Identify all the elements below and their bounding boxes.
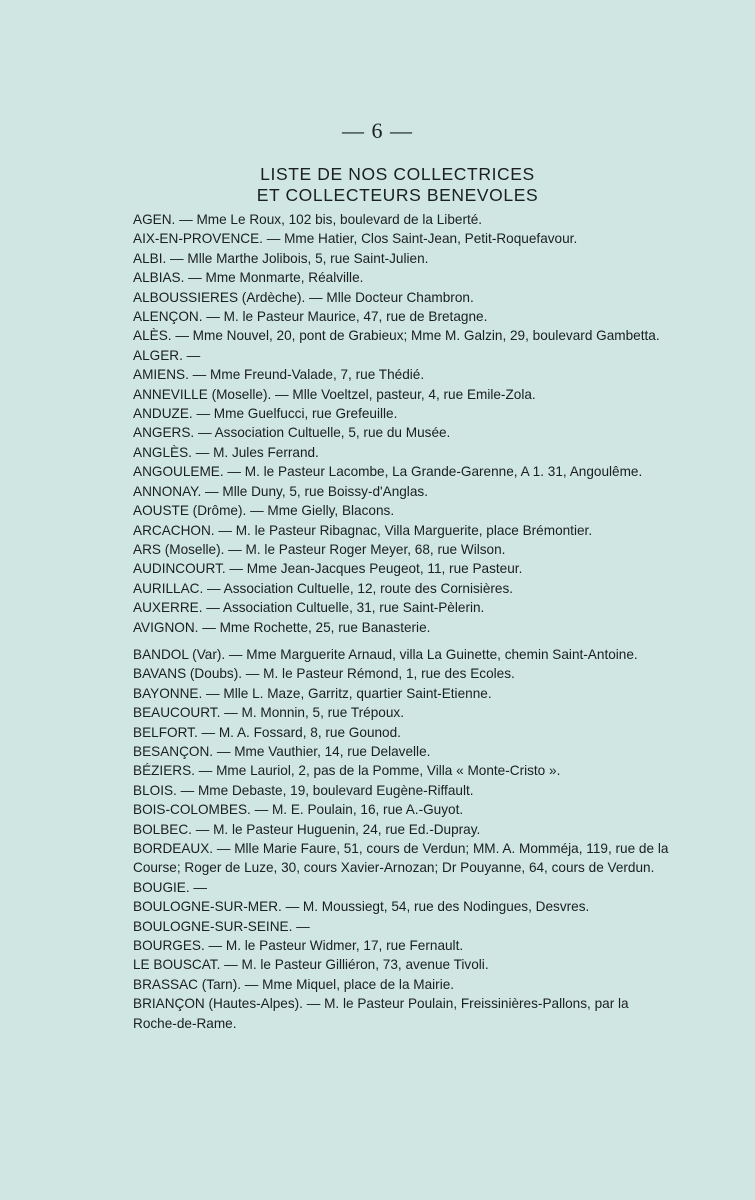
list-item: ALBI. — Mlle Marthe Jolibois, 5, rue Saint-Julien. [133,250,429,266]
list-item: BOURGES. — M. le Pasteur Widmer, 17, rue Fernault. [133,938,464,954]
list-item: ALÈS. — Mme Nouvel, 20, pont de Grabieux; Mme M. Galzin, 29, boulevard Gambetta. [133,328,660,344]
list-item: BEAUCOURT. — M. Monnin, 5, rue Trépoux. [133,705,404,721]
list-item: ANGERS. — Association Cultuelle, 5, rue du Musée. [133,425,451,441]
list-item: BAVANS (Doubs). — M. le Pasteur Rémond, 1, rue des Ecoles. [133,666,515,682]
list-item: ARS (Moselle). — M. le Pasteur Roger Meyer, 68, rue Wilson. [133,541,506,557]
list-item: BOLBEC. — M. le Pasteur Huguenin, 24, rue Ed.-Dupray. [133,821,481,837]
list-item: LE BOUSCAT. — M. le Pasteur Gilliéron, 73, avenue Tivoli. [133,957,489,973]
title-line-1: LISTE DE NOS COLLECTRICES [260,164,535,184]
list-item: BORDEAUX. — Mlle Marie Faure, 51, cours de Verdun; MM. A. Momméja, 119, rue de la Course; Roger de Luze, 30, cours Xavier-Arnozan; Dr Pouyanne, 64, cours de Verdun. [133,841,669,876]
list-item: BOULOGNE-SUR-SEINE. — [133,918,310,934]
list-item: ANNONAY. — Mlle Duny, 5, rue Boissy-d'Anglas. [133,483,428,499]
list-item: BANDOL (Var). — Mme Marguerite Arnaud, villa La Guinette, chemin Saint-Antoine. [133,646,638,662]
list-item: AUXERRE. — Association Cultuelle, 31, rue Saint-Pèlerin. [133,600,485,616]
title-line-2: ET COLLECTEURS BENEVOLES [256,185,539,205]
collector-list [133,210,673,1033]
list-item: AGEN. — Mme Le Roux, 102 bis, boulevard de la Liberté. [133,212,483,227]
list-item: BAYONNE. — Mlle L. Maze, Garritz, quartier Saint-Etienne. [133,685,492,701]
list-item: BOUGIE. — [133,879,208,895]
list-item: ANNEVILLE (Moselle). — Mlle Voeltzel, pasteur, 4, rue Emile-Zola. [133,386,536,402]
list-item: AOUSTE (Drôme). — Mme Gielly, Blacons. [133,503,395,519]
list-item: BOIS-COLOMBES. — M. E. Poulain, 16, rue A.-Guyot. [133,802,464,818]
list-item: ANGLÈS. — M. Jules Ferrand. [133,444,319,460]
list-item: AIX-EN-PROVENCE. — Mme Hatier, Clos Saint-Jean, Petit-Roquefavour. [133,231,578,247]
list-item: BRIANÇON (Hautes-Alpes). — M. le Pasteur Poulain, Freissinières-Pallons, par la Roche-de-Rame. [133,996,629,1031]
list-item: ARCACHON. — M. le Pasteur Ribagnac, Villa Marguerite, place Brémontier. [133,522,593,538]
page-number: — 6 — [342,118,413,143]
list-item: AVIGNON. — Mme Rochette, 25, rue Banasterie. [133,619,431,635]
list-item: BRASSAC (Tarn). — Mme Miquel, place de la Mairie. [133,976,455,992]
list-item: BLOIS. — Mme Debaste, 19, boulevard Eugène-Riffault. [133,782,474,798]
list-item: AUDINCOURT. — Mme Jean-Jacques Peugeot, 11, rue Pasteur. [133,561,523,577]
list-item: BOULOGNE-SUR-MER. — M. Moussiegt, 54, rue des Nodingues, Desvres. [133,899,590,915]
list-item: BESANÇON. — Mme Vauthier, 14, rue Delavelle. [133,743,431,759]
list-item: ALBOUSSIERES (Ardèche). — Mlle Docteur Chambron. [133,289,474,305]
list-item: ANGOULEME. — M. le Pasteur Lacombe, La Grande-Garenne, A 1. 31, Angoulême. [133,464,643,480]
page-title [0,164,755,206]
list-item: ANDUZE. — Mme Guelfucci, rue Grefeuille. [133,406,398,422]
list-item: ALBIAS. — Mme Monmarte, Réalville. [133,270,364,286]
list-item: BELFORT. — M. A. Fossard, 8, rue Gounod. [133,724,401,740]
list-item: AMIENS. — Mme Freund-Valade, 7, rue Thédié. [133,367,425,383]
list-item: ALENÇON. — M. le Pasteur Maurice, 47, rue de Bretagne. [133,309,488,325]
list-item: AURILLAC. — Association Cultuelle, 12, route des Cornisières. [133,580,514,596]
list-item: BÉZIERS. — Mme Lauriol, 2, pas de la Pomme, Villa « Monte-Cristo ». [133,763,561,779]
list-item: ALGER. — [133,347,201,363]
